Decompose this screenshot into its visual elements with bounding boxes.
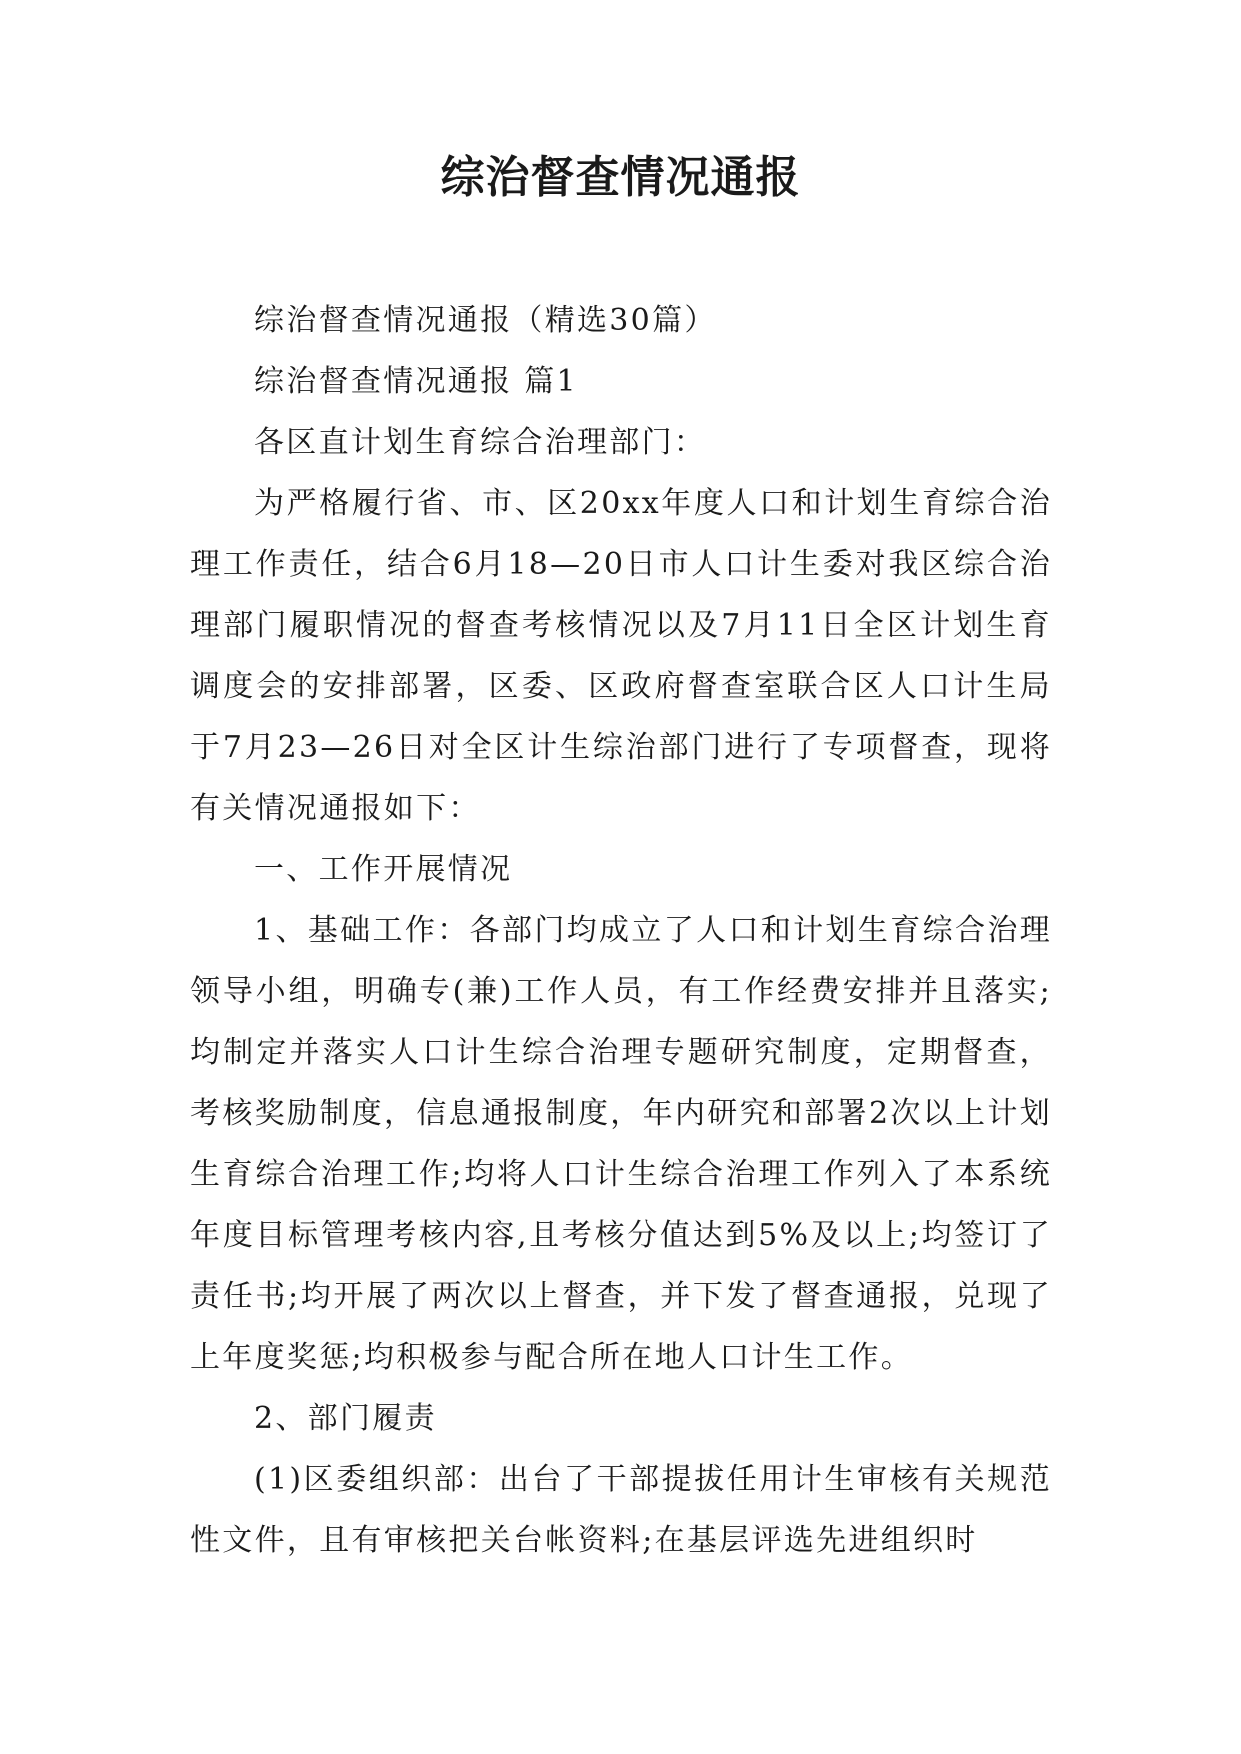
section-heading: 综治督查情况通报 篇1 (254, 364, 578, 399)
body-paragraph: 为严格履行省、市、区20xx年度人口和计划生育综合治理工作责任，结合6月18—20日市人口计生委对我区综合治理部门履职情况的督查考核情况以及7月11日全区计划生育调度会的安排部署，区委、区政府督查室联合区人口计生局于7月23—26日对全区计生综治部门进行了专项督查，现将有关情况通报如下： (190, 486, 1052, 826)
salutation-paragraph: 各区直计划生育综合治理部门： (254, 425, 707, 460)
body-paragraph: (1)区委组织部：出台了干部提拔任用计生审核有关规范性文件，且有审核把关台帐资料;在基层评选先进组织时 (190, 1462, 1052, 1558)
document-title: 综治督查情况通报 (440, 152, 801, 203)
section-heading: 一、工作开展情况 (254, 852, 513, 887)
body-paragraph: 1、基础工作：各部门均成立了人口和计划生育综合治理领导小组，明确专(兼)工作人员，有工作经费安排并且落实;均制定并落实人口计生综合治理专题研究制度，定期督查，考核奖励制度，信息通报制度，年内研究和部署2次以上计划生育综合治理工作;均将人口计生综合治理工作列入了本系统年度目标管理考核内容,且考核分值达到5%及以上;均签订了责任书;均开展了两次以上督查，并下发了督查通报，兑现了上年度奖惩;均积极参与配合所在地人口计生工作。 (190, 913, 1052, 1375)
document-body (190, 290, 1052, 1571)
subtitle-paragraph: 综治督查情况通报（精选30篇） (254, 303, 717, 338)
section-heading: 2、部门履责 (254, 1401, 437, 1436)
